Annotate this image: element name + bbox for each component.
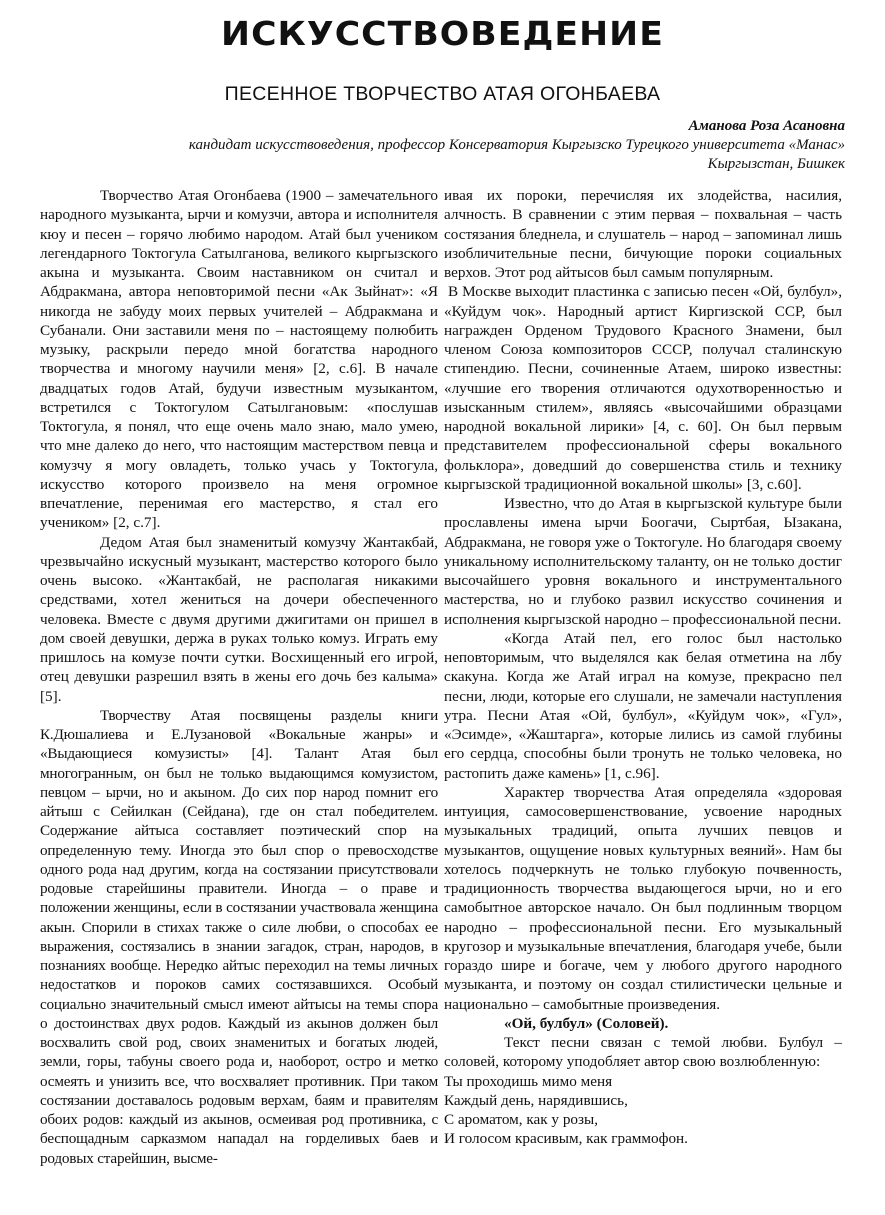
paragraph: Творчество Атая Огонбаева (1900 – замечательного народного музыканта, ырчи и комузчи, автора и исполнителя кюу и песен – горячо любимо народом. Атай был учеником легендарного Токтогула Сатылганова, великого кыргызского акына и музыканта. Своим наставником он считал и Абдракмана, автора неповторимой песни «Ак Зыйнат»: «Я никогда не забуду моих первых учителей – Абдракмана и Субанали. Они заставили меня по – настоящему полюбить музыку, раскрыли передо мной богатства народного творчества и многому научили меня» [2, с.6]. В начале двадцатых годов Атай, будучи известным музыкантом, встретился с Токтогулом Сатылгановым: «послушав Токтогула, я понял, что еще очень мало знаю, мало умею, что мне далеко до него, что настоящим мастерством певца и комузчу я могу овладеть, только учась у Токтогула, искусство которого произвело на меня огромное впечатление, перенимая его мастерство, я стал его учеником» [2, с.7]. <box>40 187 438 532</box>
paragraph: «Когда Атай пел, его голос был настолько неповторимым, что выделялся как белая отметина на лбу скакуна. Когда же Атай играл на комузе, прекрасно пел песни, люди, которые его слушали, не замечали наступления утра. Песни Атая «Ой, булбул», «Куйдум чок», «Гул», «Эсимде», «Жаштарга», которые лились из самой глубины его сердца, способны были тронуть не только человека, но растопить даже камень» [1, с.96]. <box>444 629 842 782</box>
verse-line: Ты проходишь мимо меня <box>444 1072 613 1090</box>
section-heading: ИСКУССТВОВЕДЕНИЕ <box>221 14 664 53</box>
paragraph: В Москве выходит пластинка с записью песен «Ой, булбул», «Куйдум чок». Народный артист Киргизской ССР, был награжден Орденом Трудового Красного Знамени, был членом Союза композиторов СССР, получал сталинскую стипендию. Песни, сочиненные Атаем, широко известны: «лучшие его творения отличаются одухотворенностью и изысканным стилем», являясь «высочайшими образцами народной вокальной лирики» [4, с. 60]. Он был первым представителем профессиональной сферы вокального фольклора», доведший до совершенства стиль и технику кыргызской традиционной вокальной школы» [3, с.60]. <box>444 283 842 493</box>
author-block <box>45 117 845 174</box>
verse-line: Каждый день, нарядившись, <box>444 1091 628 1109</box>
song-heading: «Ой, булбул» (Соловей). <box>504 1014 669 1032</box>
paragraph: Творчеству Атая посвящены разделы книги К.Дюшалиева и Е.Лузановой «Вокальные жанры» и «Выдающиеся комузисты» [4]. Талант Атая был многогранным, он был не только выдающимся комузистом, певцом – ырчи, но и акыном. До сих пор народ помнит его айтыш с Сейилкан (Сейдана), где он стал победителем. Содержание айтыса составляет поэтический спор на определенную тему. Иногда это был спор о превосходстве одного рода над другим, когда на состязании присутствовали родовые старейшины правители. Иногда – о праве и положении женщины, если в состязании участвовала женщина акын. Спорили в стихах также о силе любви, о способах ее выражения, состязались в знании загадок, стран, народов, в познаниях вообще. Нередко айтыс переходил на темы личных недостатков и пороков самих состязавшихся. Особый социально значительный смысл имеют айтысы на темы спора о достоинствах двух родов. Каждый из акынов должен был восхвалить свой род, своих знаменитых и богатых людей, земли, горы, табуны своего рода и, наоборот, остро и метко осмеять и унизить все, что восхваляет противник. При таком состязании доставалось родовым верхам, баям и правителям обоих родов: каждый из акынов, осмеивая род противника, с беспощадным сарказмом нападал на горделивых баев и родовых старейшин, высме- <box>40 706 438 1167</box>
verse-line: И голосом красивым, как граммофон. <box>444 1130 688 1148</box>
paragraph: Характер творчества Атая определяла «здоровая интуиция, самосовершенствование, усвоение народных музыкальных традиций, опыта лучших певцов и музыкантов, ощущение новых культурных веяний». Нам бы хотелось подчеркнуть не только глубокую почвенность, традиционность творчества выдающегося ырчи, но и его самобытное авторское начало. Он был подлинным творцом народно – профессиональной песни. Его музыкальный кругозор и музыкальные впечатления, благодаря учебе, были гораздо шире и богаче, чем у любого другого народного музыканта, и поэтому он создал стилистически цельные и национально – самобытные произведения. <box>444 783 842 1013</box>
paragraph: ивая их пороки, перечисляя их злодейства, насилия, алчность. В сравнении с этим первая – похвальная – часть состязания бледнела, и слушатель – народ – запоминал лишь изобличительные песни, бичующие пороки социальных верхов. Этот род айтысов был самым популярным. <box>444 187 842 281</box>
article-title: ПЕСЕННОЕ ТВОРЧЕСТВО АТАЯ ОГОНБАЕВА <box>224 83 661 105</box>
verse-line: С ароматом, как у розы, <box>444 1111 599 1128</box>
author-affiliation: кандидат искусствоведения, профессор Консерватория Кыргызско Турецкого университета «Манас» <box>188 137 845 153</box>
paragraph: Текст песни связан с темой любви. Булбул – соловей, которому уподобляет автор свою возлюбленную: <box>444 1034 842 1071</box>
left-column <box>40 186 438 1168</box>
author-location: Кыргызстан, Бишкек <box>707 156 845 172</box>
paragraph: Известно, что до Атая в кыргызской культуре были прославлены имена ырчи Боогачи, Сыртбая, Ызакана, Абдракмана, не говоря уже о Токтогуле. Но благодаря своему уникальному исполнительскому таланту, он не только достиг высочайшего уровня вокального и инструментального мастерства, но и глубоко развил искусство сочинения и исполнения кыргызской народно – профессиональной песни. <box>444 495 842 628</box>
paragraph: Дедом Атая был знаменитый комузчу Жантакбай, чрезвычайно искусный музыкант, мастерство которого было очень высоко. «Жантакбай, не располагая никакими средствами, хотел жениться на дочери обеспеченного человека. Вместе с двумя другими джигитами он пришел в дом своей девушки, держа в руках только комуз. Играть ему пришлось на комузе почти сутки. Восхищенный его игрой, отец девушки разрешил взять в жены его дочь без калыма» [5]. <box>40 533 438 705</box>
right-column <box>444 186 842 1149</box>
author-name: Аманова Роза Асановна <box>688 118 845 134</box>
